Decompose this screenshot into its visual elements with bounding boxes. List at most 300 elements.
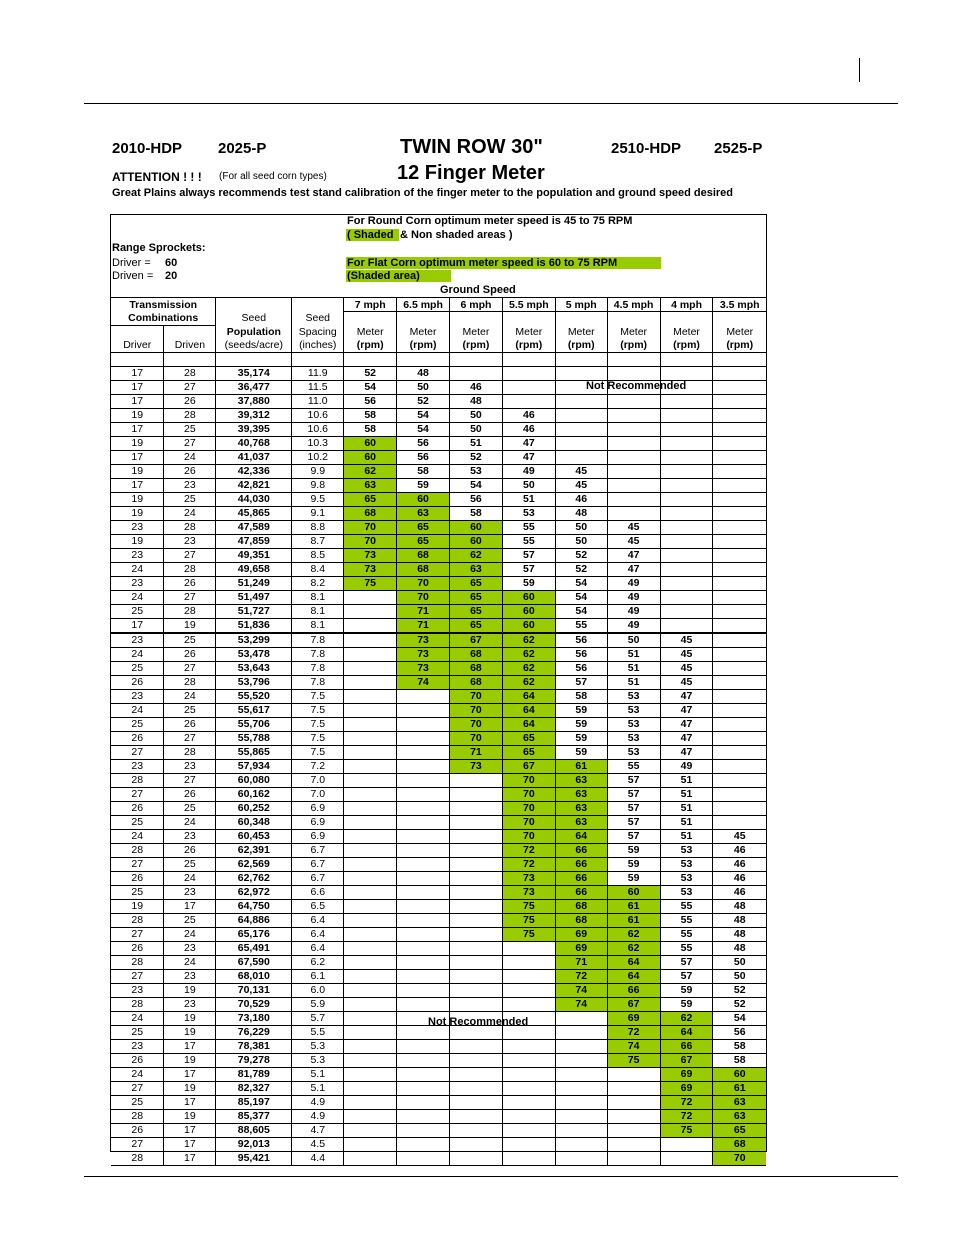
rpm-cell: 58 bbox=[344, 409, 397, 423]
rpm-cell: 57 bbox=[555, 676, 607, 690]
rpm-cell: 67 bbox=[660, 1054, 713, 1068]
rpm-cell: 73 bbox=[397, 662, 450, 676]
spacing-cell: 8.1 bbox=[292, 591, 344, 605]
rpm-cell bbox=[344, 1096, 397, 1110]
rpm-cell: 57 bbox=[502, 563, 555, 577]
rpm-cell: 61 bbox=[607, 914, 660, 928]
population-cell: 60,453 bbox=[216, 830, 292, 844]
rpm-cell bbox=[502, 942, 555, 956]
rpm-cell bbox=[713, 802, 766, 816]
seed-population-header-1: Seed bbox=[216, 312, 292, 326]
rpm-cell: 47 bbox=[660, 732, 713, 746]
driven-cell: 26 bbox=[164, 844, 216, 858]
rpm-cell bbox=[502, 970, 555, 984]
driver-cell: 26 bbox=[111, 872, 164, 886]
spacing-cell: 6.5 bbox=[292, 900, 344, 914]
header-rule bbox=[84, 103, 898, 104]
rpm-cell: 65 bbox=[502, 732, 555, 746]
rpm-cell: 73 bbox=[344, 563, 397, 577]
rpm-cell bbox=[555, 1040, 607, 1054]
driver-cell: 28 bbox=[111, 844, 164, 858]
rpm-cell bbox=[450, 928, 503, 942]
rpm-cell: 49 bbox=[660, 760, 713, 774]
driven-cell: 19 bbox=[164, 1012, 216, 1026]
driver-cell: 27 bbox=[111, 746, 164, 760]
rpm-cell bbox=[397, 760, 450, 774]
rpm-cell: 68 bbox=[555, 900, 607, 914]
rpm-cell bbox=[397, 900, 450, 914]
rpm-cell: 57 bbox=[607, 788, 660, 802]
table-row bbox=[111, 605, 766, 619]
rpm-cell: 63 bbox=[555, 774, 607, 788]
rpm-cell: 58 bbox=[344, 423, 397, 437]
not-recommended-lower: Not Recommended bbox=[428, 1016, 529, 1028]
table-row bbox=[111, 676, 766, 690]
rpm-cell bbox=[397, 774, 450, 788]
rpm-cell: 57 bbox=[607, 816, 660, 830]
table-row bbox=[111, 521, 766, 535]
driver-cell: 23 bbox=[111, 1040, 164, 1054]
rpm-cell: 68 bbox=[450, 662, 503, 676]
rpm-cell bbox=[555, 1082, 607, 1096]
rpm-cell bbox=[344, 1040, 397, 1054]
rpm-cell: 54 bbox=[397, 409, 450, 423]
rpm-cell: 57 bbox=[660, 956, 713, 970]
rpm-cell bbox=[555, 1026, 607, 1040]
rpm-cell: 50 bbox=[555, 521, 607, 535]
rpm-cell bbox=[344, 858, 397, 872]
rpm-cell bbox=[397, 1124, 450, 1138]
driven-cell: 25 bbox=[164, 633, 216, 648]
rpm-cell bbox=[502, 1110, 555, 1124]
population-cell: 47,859 bbox=[216, 535, 292, 549]
rpm-cell: 68 bbox=[344, 507, 397, 521]
driven-cell: 17 bbox=[164, 1152, 216, 1166]
combinations-header: Combinations bbox=[128, 311, 199, 324]
rpm-cell bbox=[344, 633, 397, 648]
rpm-cell bbox=[660, 493, 713, 507]
rpm-cell bbox=[555, 1110, 607, 1124]
rpm-cell bbox=[713, 648, 766, 662]
rpm-cell: 55 bbox=[660, 928, 713, 942]
rpm-cell: 60 bbox=[713, 1068, 766, 1082]
driver-cell: 26 bbox=[111, 732, 164, 746]
population-cell: 45,865 bbox=[216, 507, 292, 521]
rpm-cell bbox=[450, 788, 503, 802]
rpm-cell bbox=[397, 956, 450, 970]
driver-cell: 28 bbox=[111, 774, 164, 788]
rpm-cell bbox=[397, 746, 450, 760]
range-driven-label: Driven = bbox=[112, 270, 154, 282]
driven-cell: 28 bbox=[164, 409, 216, 423]
rpm-cell: 70 bbox=[502, 774, 555, 788]
population-cell: 60,162 bbox=[216, 788, 292, 802]
driven-cell: 28 bbox=[164, 521, 216, 535]
meter-rpm-header: Meter (rpm) bbox=[450, 325, 503, 353]
driven-cell: 25 bbox=[164, 493, 216, 507]
rpm-cell: 55 bbox=[660, 942, 713, 956]
rpm-cell: 73 bbox=[397, 633, 450, 648]
table-row bbox=[111, 970, 766, 984]
rpm-cell: 74 bbox=[555, 984, 607, 998]
spacing-cell: 7.0 bbox=[292, 774, 344, 788]
rpm-cell: 55 bbox=[555, 619, 607, 634]
rpm-cell bbox=[344, 956, 397, 970]
spacing-cell: 4.7 bbox=[292, 1124, 344, 1138]
non-shaded-legend: & Non shaded areas ) bbox=[400, 229, 513, 241]
rpm-cell bbox=[502, 1068, 555, 1082]
rpm-cell bbox=[450, 830, 503, 844]
spacing-cell: 7.2 bbox=[292, 760, 344, 774]
not-recommended-upper: Not Recommended bbox=[586, 380, 687, 392]
rpm-cell: 46 bbox=[713, 886, 766, 900]
rpm-cell: 54 bbox=[555, 605, 607, 619]
speed-header: 5.5 mph bbox=[502, 298, 555, 312]
driven-cell: 26 bbox=[164, 465, 216, 479]
rpm-cell: 70 bbox=[502, 816, 555, 830]
rpm-cell bbox=[450, 956, 503, 970]
driven-cell: 24 bbox=[164, 507, 216, 521]
rpm-cell: 70 bbox=[502, 802, 555, 816]
driven-cell: 17 bbox=[164, 1124, 216, 1138]
rpm-cell: 71 bbox=[397, 605, 450, 619]
spacing-cell: 5.3 bbox=[292, 1040, 344, 1054]
speed-header: 6 mph bbox=[450, 298, 503, 312]
rpm-cell bbox=[344, 942, 397, 956]
rpm-cell bbox=[450, 970, 503, 984]
driven-cell: 23 bbox=[164, 760, 216, 774]
population-cell: 65,491 bbox=[216, 942, 292, 956]
driver-cell: 28 bbox=[111, 1152, 164, 1166]
rpm-cell bbox=[397, 914, 450, 928]
spacing-cell: 6.6 bbox=[292, 886, 344, 900]
rpm-cell bbox=[397, 1040, 450, 1054]
spacing-cell: 6.7 bbox=[292, 858, 344, 872]
driven-cell: 28 bbox=[164, 367, 216, 381]
rpm-cell bbox=[713, 493, 766, 507]
rpm-cell: 70 bbox=[713, 1152, 766, 1166]
table-row bbox=[111, 662, 766, 676]
rpm-cell: 50 bbox=[607, 633, 660, 648]
rpm-cell: 65 bbox=[450, 591, 503, 605]
table-row bbox=[111, 928, 766, 942]
rpm-cell: 64 bbox=[607, 956, 660, 970]
spacing-cell: 8.5 bbox=[292, 549, 344, 563]
spacing-cell: 7.5 bbox=[292, 732, 344, 746]
rpm-cell bbox=[450, 1096, 503, 1110]
rpm-cell: 55 bbox=[660, 914, 713, 928]
rpm-cell: 46 bbox=[502, 423, 555, 437]
rpm-cell: 72 bbox=[555, 970, 607, 984]
rpm-cell: 75 bbox=[344, 577, 397, 591]
rpm-cell bbox=[397, 998, 450, 1012]
table-row bbox=[111, 1124, 766, 1138]
rpm-cell: 46 bbox=[713, 858, 766, 872]
population-cell: 55,520 bbox=[216, 690, 292, 704]
driven-cell: 19 bbox=[164, 1082, 216, 1096]
driver-cell: 24 bbox=[111, 648, 164, 662]
rpm-cell: 50 bbox=[397, 381, 450, 395]
spacing-cell: 11.5 bbox=[292, 381, 344, 395]
rpm-cell bbox=[713, 367, 766, 381]
rpm-cell: 50 bbox=[713, 970, 766, 984]
rpm-cell: 72 bbox=[607, 1026, 660, 1040]
driven-cell: 19 bbox=[164, 1026, 216, 1040]
rpm-cell bbox=[344, 1012, 397, 1026]
seed-spacing-header-1: Seed bbox=[292, 312, 344, 326]
population-cell: 60,348 bbox=[216, 816, 292, 830]
round-corn-note: For Round Corn optimum meter speed is 45 to 75 RPM bbox=[347, 215, 633, 227]
rpm-cell bbox=[607, 1110, 660, 1124]
table-row bbox=[111, 1054, 766, 1068]
rpm-cell bbox=[607, 395, 660, 409]
rpm-cell bbox=[713, 409, 766, 423]
spacing-cell: 6.0 bbox=[292, 984, 344, 998]
rpm-cell bbox=[607, 451, 660, 465]
driver-cell: 25 bbox=[111, 605, 164, 619]
table-row bbox=[111, 1068, 766, 1082]
rpm-cell: 75 bbox=[502, 914, 555, 928]
spacing-cell: 6.1 bbox=[292, 970, 344, 984]
rpm-cell: 54 bbox=[555, 577, 607, 591]
rpm-cell: 63 bbox=[397, 507, 450, 521]
population-cell: 55,617 bbox=[216, 704, 292, 718]
driver-cell: 25 bbox=[111, 662, 164, 676]
rpm-cell: 53 bbox=[660, 844, 713, 858]
population-cell: 51,727 bbox=[216, 605, 292, 619]
table-row bbox=[111, 1096, 766, 1110]
rpm-cell bbox=[344, 591, 397, 605]
population-cell: 55,788 bbox=[216, 732, 292, 746]
rpm-cell: 51 bbox=[607, 662, 660, 676]
rpm-cell: 63 bbox=[555, 816, 607, 830]
driver-cell: 19 bbox=[111, 465, 164, 479]
flat-corn-note: For Flat Corn optimum meter speed is 60 to 75 RPM bbox=[346, 257, 661, 269]
driven-cell: 19 bbox=[164, 1110, 216, 1124]
rpm-cell: 73 bbox=[450, 760, 503, 774]
spacing-cell: 8.2 bbox=[292, 577, 344, 591]
rpm-cell bbox=[397, 844, 450, 858]
driven-cell: 17 bbox=[164, 1138, 216, 1152]
driver-cell: 23 bbox=[111, 633, 164, 648]
rpm-cell: 59 bbox=[502, 577, 555, 591]
table-row bbox=[111, 732, 766, 746]
driver-cell: 25 bbox=[111, 1026, 164, 1040]
population-cell: 68,010 bbox=[216, 970, 292, 984]
table-row bbox=[111, 1082, 766, 1096]
driver-cell: 24 bbox=[111, 704, 164, 718]
rpm-cell: 56 bbox=[713, 1026, 766, 1040]
rpm-cell bbox=[344, 970, 397, 984]
rpm-cell: 61 bbox=[555, 760, 607, 774]
rpm-cell: 47 bbox=[502, 437, 555, 451]
table-row bbox=[111, 886, 766, 900]
driver-cell: 25 bbox=[111, 886, 164, 900]
rpm-cell bbox=[713, 746, 766, 760]
driver-cell: 17 bbox=[111, 451, 164, 465]
rpm-cell: 67 bbox=[450, 633, 503, 648]
rpm-cell bbox=[450, 984, 503, 998]
rpm-cell bbox=[607, 367, 660, 381]
rpm-cell bbox=[713, 549, 766, 563]
rpm-cell bbox=[713, 816, 766, 830]
population-cell: 79,278 bbox=[216, 1054, 292, 1068]
population-cell: 36,477 bbox=[216, 381, 292, 395]
rpm-cell: 59 bbox=[607, 858, 660, 872]
spacing-cell: 4.4 bbox=[292, 1152, 344, 1166]
rpm-cell: 68 bbox=[555, 914, 607, 928]
rpm-cell bbox=[344, 830, 397, 844]
rpm-cell bbox=[397, 942, 450, 956]
speed-header: 3.5 mph bbox=[713, 298, 766, 312]
driver-cell: 23 bbox=[111, 984, 164, 998]
rpm-cell bbox=[502, 1054, 555, 1068]
rpm-cell bbox=[450, 844, 503, 858]
table-row bbox=[111, 451, 766, 465]
spacing-cell: 6.9 bbox=[292, 802, 344, 816]
rpm-cell bbox=[502, 1096, 555, 1110]
seed-population-header: Population (seeds/acre) bbox=[216, 325, 292, 353]
spacing-cell: 5.5 bbox=[292, 1026, 344, 1040]
rpm-cell bbox=[713, 381, 766, 395]
rpm-cell bbox=[344, 1026, 397, 1040]
rpm-cell: 50 bbox=[502, 479, 555, 493]
rpm-cell: 57 bbox=[607, 774, 660, 788]
driven-cell: 17 bbox=[164, 1040, 216, 1054]
rpm-cell bbox=[555, 1138, 607, 1152]
driver-cell: 26 bbox=[111, 942, 164, 956]
spacing-cell: 6.7 bbox=[292, 872, 344, 886]
rpm-cell bbox=[607, 465, 660, 479]
rpm-cell: 65 bbox=[397, 535, 450, 549]
rpm-cell bbox=[450, 1082, 503, 1096]
rpm-cell: 54 bbox=[397, 423, 450, 437]
population-cell: 51,836 bbox=[216, 619, 292, 634]
rpm-cell: 49 bbox=[607, 577, 660, 591]
rpm-cell: 47 bbox=[660, 718, 713, 732]
table-row bbox=[111, 760, 766, 774]
table-row bbox=[111, 577, 766, 591]
table-row bbox=[111, 774, 766, 788]
driven-cell: 23 bbox=[164, 886, 216, 900]
rpm-cell: 65 bbox=[344, 493, 397, 507]
spacing-cell: 7.0 bbox=[292, 788, 344, 802]
rpm-cell bbox=[660, 1138, 713, 1152]
rpm-cell: 52 bbox=[344, 367, 397, 381]
rpm-cell: 59 bbox=[607, 844, 660, 858]
spacing-cell: 5.1 bbox=[292, 1082, 344, 1096]
population-cell: 55,865 bbox=[216, 746, 292, 760]
rpm-cell bbox=[344, 914, 397, 928]
rpm-cell bbox=[344, 1068, 397, 1082]
driver-cell: 24 bbox=[111, 1068, 164, 1082]
driver-cell: 23 bbox=[111, 577, 164, 591]
table-row bbox=[111, 956, 766, 970]
header-margin-mark bbox=[859, 58, 860, 82]
rpm-cell: 55 bbox=[502, 521, 555, 535]
rpm-cell: 51 bbox=[660, 830, 713, 844]
rpm-cell: 51 bbox=[502, 493, 555, 507]
population-cell: 49,658 bbox=[216, 563, 292, 577]
table-row bbox=[111, 690, 766, 704]
driver-cell: 25 bbox=[111, 816, 164, 830]
rpm-cell: 55 bbox=[660, 900, 713, 914]
rpm-cell bbox=[660, 409, 713, 423]
rpm-cell: 56 bbox=[450, 493, 503, 507]
driven-cell: 25 bbox=[164, 858, 216, 872]
rpm-cell: 73 bbox=[344, 549, 397, 563]
rpm-cell: 58 bbox=[555, 690, 607, 704]
driven-cell: 23 bbox=[164, 535, 216, 549]
rpm-cell bbox=[555, 1068, 607, 1082]
model-2010-hdp: 2010-HDP bbox=[112, 140, 183, 157]
rpm-cell: 51 bbox=[607, 648, 660, 662]
table-row bbox=[111, 591, 766, 605]
rpm-cell bbox=[660, 1152, 713, 1166]
driver-cell: 23 bbox=[111, 690, 164, 704]
rpm-cell bbox=[607, 423, 660, 437]
rpm-cell bbox=[397, 1110, 450, 1124]
rpm-cell: 73 bbox=[502, 872, 555, 886]
rpm-cell bbox=[397, 886, 450, 900]
rpm-cell bbox=[344, 984, 397, 998]
population-cell: 39,395 bbox=[216, 423, 292, 437]
rpm-cell: 65 bbox=[502, 746, 555, 760]
rpm-cell: 60 bbox=[502, 619, 555, 634]
rpm-cell bbox=[397, 872, 450, 886]
spacing-cell: 4.9 bbox=[292, 1096, 344, 1110]
rpm-cell bbox=[502, 998, 555, 1012]
table-row bbox=[111, 942, 766, 956]
spacing-cell: 9.5 bbox=[292, 493, 344, 507]
driven-cell: 23 bbox=[164, 479, 216, 493]
spacing-cell: 6.9 bbox=[292, 830, 344, 844]
driven-cell: 19 bbox=[164, 984, 216, 998]
driver-cell: 17 bbox=[111, 367, 164, 381]
rpm-cell bbox=[713, 662, 766, 676]
table-row bbox=[111, 816, 766, 830]
population-cell: 95,421 bbox=[216, 1152, 292, 1166]
rpm-cell: 72 bbox=[502, 844, 555, 858]
driver-cell: 24 bbox=[111, 830, 164, 844]
rpm-cell bbox=[713, 704, 766, 718]
rpm-cell bbox=[344, 676, 397, 690]
rpm-cell bbox=[344, 844, 397, 858]
population-cell: 78,381 bbox=[216, 1040, 292, 1054]
rpm-cell: 68 bbox=[397, 549, 450, 563]
population-cell: 62,391 bbox=[216, 844, 292, 858]
rpm-cell bbox=[450, 802, 503, 816]
rpm-cell bbox=[713, 760, 766, 774]
speed-header: 5 mph bbox=[555, 298, 607, 312]
population-cell: 62,569 bbox=[216, 858, 292, 872]
rpm-cell: 56 bbox=[397, 451, 450, 465]
rpm-cell bbox=[607, 1096, 660, 1110]
rpm-cell: 45 bbox=[660, 648, 713, 662]
population-cell: 67,590 bbox=[216, 956, 292, 970]
rpm-cell: 60 bbox=[450, 535, 503, 549]
driven-cell: 25 bbox=[164, 802, 216, 816]
attention-note: (For all seed corn types) bbox=[219, 171, 327, 182]
rpm-cell bbox=[450, 914, 503, 928]
rpm-cell bbox=[450, 1110, 503, 1124]
driver-cell: 26 bbox=[111, 1054, 164, 1068]
table-row bbox=[111, 1040, 766, 1054]
rpm-cell: 45 bbox=[660, 633, 713, 648]
rpm-cell: 57 bbox=[502, 549, 555, 563]
rpm-cell bbox=[713, 676, 766, 690]
rpm-cell: 47 bbox=[502, 451, 555, 465]
